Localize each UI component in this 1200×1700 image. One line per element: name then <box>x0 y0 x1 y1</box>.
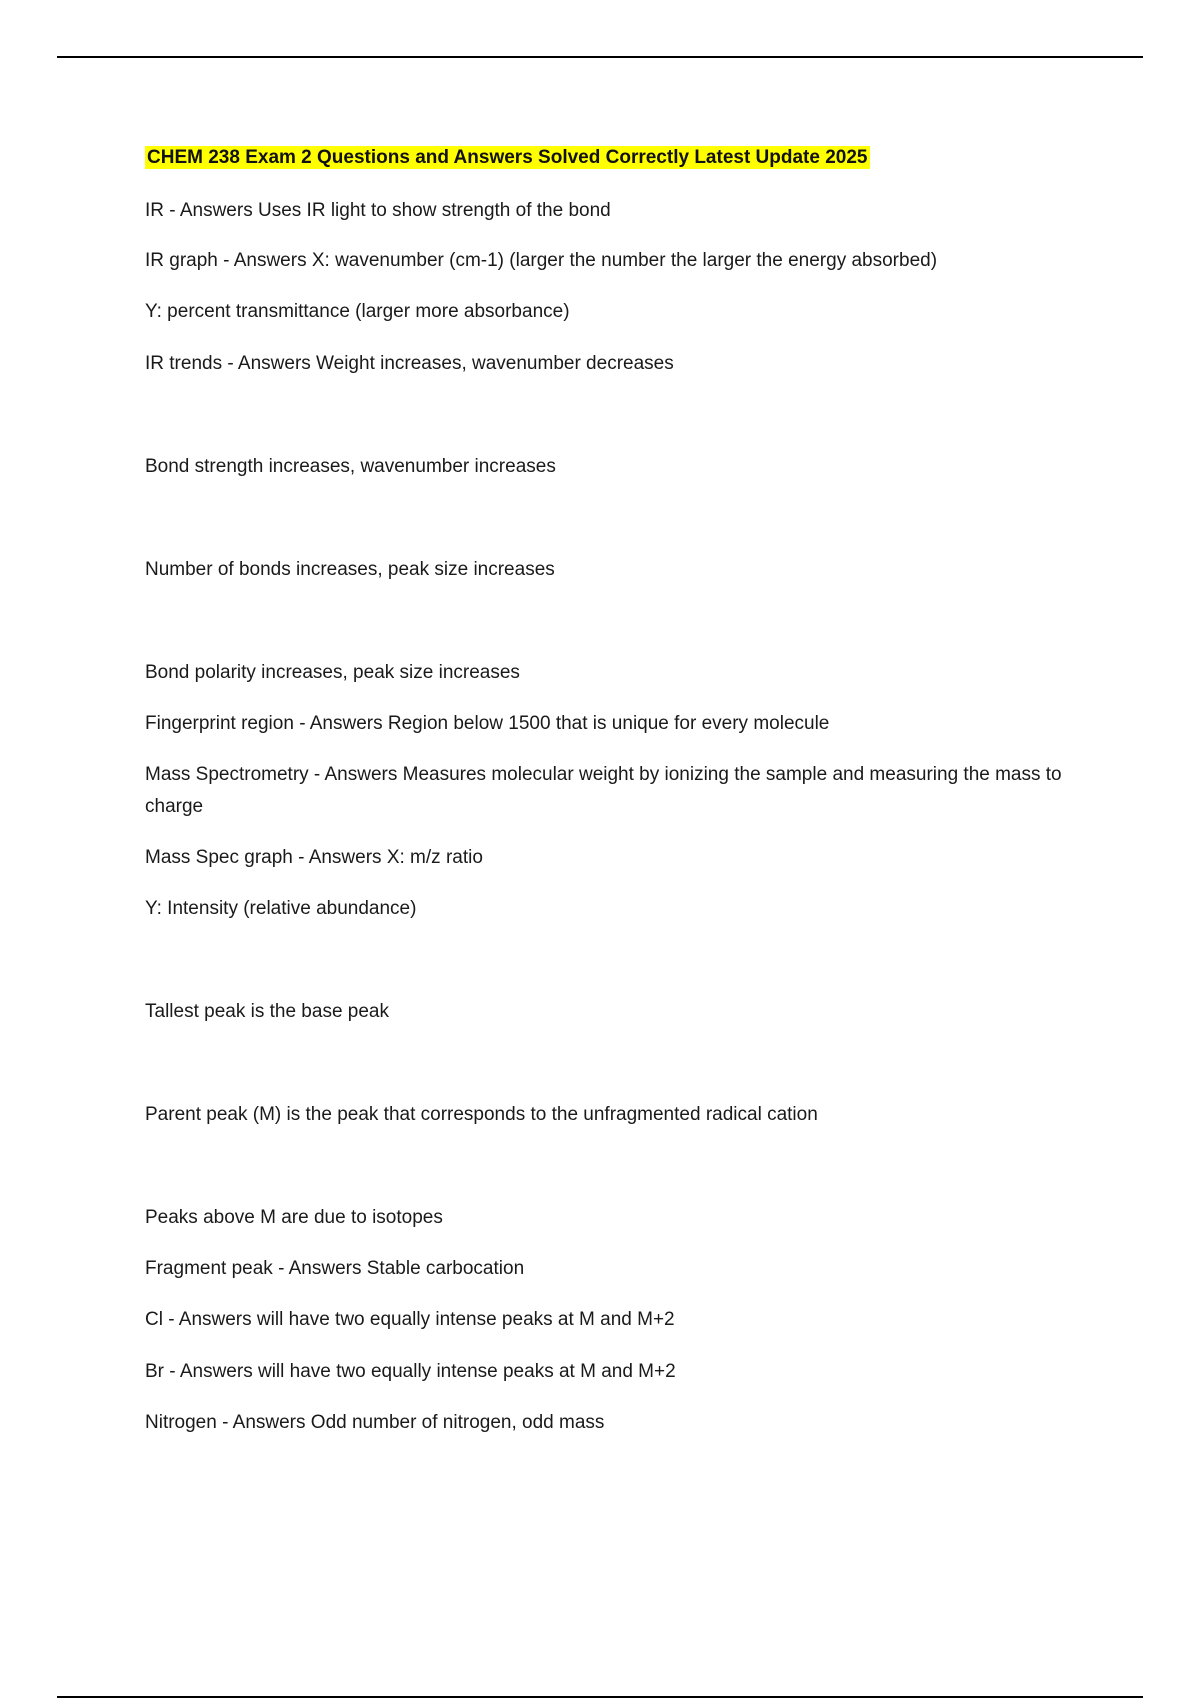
qa-line-bond-polarity: Bond polarity increases, peak size increases <box>145 662 520 683</box>
qa-line-ir-graph: IR graph - Answers X: wavenumber (cm-1) (larger the number the larger the energy absorbed) <box>145 250 938 271</box>
qa-line-bond-strength: Bond strength increases, wavenumber increases <box>145 456 556 477</box>
qa-line-ir-graph-y: Y: percent transmittance (larger more absorbance) <box>145 301 570 322</box>
qa-line-base-peak: Tallest peak is the base peak <box>145 1001 389 1022</box>
qa-line-ir-trends: IR trends - Answers Weight increases, wavenumber decreases <box>145 353 674 374</box>
qa-line-fingerprint-region: Fingerprint region - Answers Region below 1500 that is unique for every molecule <box>145 713 830 734</box>
qa-line-parent-peak: Parent peak (M) is the peak that corresponds to the unfragmented radical cation <box>145 1104 818 1125</box>
qa-line-ir: IR - Answers Uses IR light to show strength of the bond <box>145 200 611 221</box>
qa-line-isotopes: Peaks above M are due to isotopes <box>145 1207 443 1228</box>
document-title <box>145 144 870 172</box>
qa-line-fragment-peak: Fragment peak - Answers Stable carbocation <box>145 1258 525 1279</box>
qa-line-mass-spectrometry: Mass Spectrometry - Answers Measures molecular weight by ionizing the sample and measuring the mass to charge <box>145 764 1062 817</box>
qa-line-number-of-bonds: Number of bonds increases, peak size increases <box>145 559 555 580</box>
header-rule <box>57 56 1143 58</box>
document-title-text: CHEM 238 Exam 2 Questions and Answers Solved Correctly Latest Update 2025 <box>147 147 868 168</box>
qa-line-nitrogen: Nitrogen - Answers Odd number of nitrogen, odd mass <box>145 1412 605 1433</box>
qa-line-mass-spec-graph-y: Y: Intensity (relative abundance) <box>145 898 417 919</box>
qa-line-mass-spec-graph: Mass Spec graph - Answers X: m/z ratio <box>145 847 483 868</box>
qa-line-bromine: Br - Answers will have two equally intense peaks at M and M+2 <box>145 1361 676 1382</box>
footer-rule <box>57 1696 1143 1698</box>
qa-line-chlorine: Cl - Answers will have two equally intense peaks at M and M+2 <box>145 1309 675 1330</box>
